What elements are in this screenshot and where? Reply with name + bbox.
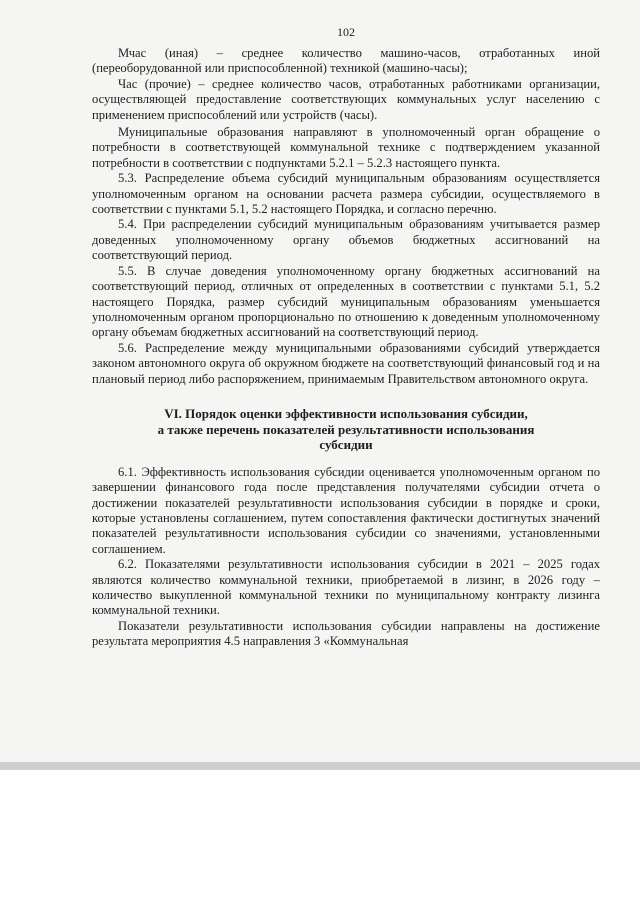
paragraph-5-4: 5.4. При распределении субсидий муниципальным образованиям учитывается размер доведенных уполномоченному органу объемов бюджетных ассигнований на соответствующий период. <box>92 217 600 263</box>
paragraph-5-6: 5.6. Распределение между муниципальными образованиями субсидий утверждается законом автономного округа об окружном бюджете на соответствующий финансовый год и на плановый период либо распоряжением, принимаемым Правительством автономного округа. <box>92 340 600 386</box>
blank-margin <box>0 770 640 905</box>
paragraph-municipal-request: Муниципальные образования направляют в уполномоченный орган обращение о потребности в соответствующей коммунальной технике с подтверждением указанной потребности в соответствии с подпунктами 5.2.1 – 5.2.3 настоящего пункта. <box>92 125 600 170</box>
paragraph-mchas: Мчас (иная) – среднее количество машино-часов, отработанных иной (переоборудованной или приспособленной) техникой (машино-часы); <box>92 46 600 76</box>
paragraph-5-3: 5.3. Распределение объема субсидий муниципальным образованиям осуществляется уполномоченным органом на основании расчета размера субсидии, осуществляемого в соответствии с пунктами 5.1, 5.2 настоящего Порядка, и согласно перечню. <box>92 171 600 217</box>
paragraph-6-2: 6.2. Показателями результативности использования субсидии в 2021 – 2025 годах являются количество коммунальной техники, приобретаемой в лизинг, в 2026 году – количество выкупленной коммунальной техники по муниципальному контракту лизинга коммунальной техники. <box>92 557 600 618</box>
paragraph-5-5: 5.5. В случае доведения уполномоченному органу бюджетных ассигнований на соответствующий период, отличных от определенных в соответствии с пунктами 5.1, 5.2 настоящего Порядка, размер субсидий муниципальным образованиям уменьшается уполномоченным органом пропорционально по отношению к доведенным уполномоченному органу объемам бюджетных ассигнований на соответствующий период. <box>92 263 600 340</box>
paragraph-indicators: Показатели результативности использования субсидии направлены на достижение результата мероприятия 4.5 направления 3 «Коммунальная <box>92 618 600 649</box>
section-heading-line-1: VI. Порядок оценки эффективности использования субсидии, <box>164 405 528 421</box>
section-heading-line-3: субсидии <box>319 437 373 453</box>
section-heading <box>92 406 600 453</box>
paragraph-chas: Час (прочие) – среднее количество часов, отработанных работниками организации, осуществляющей предоставление соответствующих коммунальных услуг населению с применением приспособлений или устройств (часы). <box>92 76 600 122</box>
section-heading-line-2: а также перечень показателей результативности использования <box>157 421 535 437</box>
scan-bottom-edge <box>0 762 640 770</box>
page-number: 102 <box>337 25 355 39</box>
document-body <box>92 46 600 650</box>
paragraph-6-1: 6.1. Эффективность использования субсидии оценивается уполномоченным органом по завершении финансового года после представления получателями субсидии отчета о достижении показателей результативности использования субсидии в порядке и сроки, которые установлены соглашением, путем сопоставления фактически достигнутых значений показателей результативности использования субсидии со значениями, установленными соглашением. <box>92 464 600 556</box>
